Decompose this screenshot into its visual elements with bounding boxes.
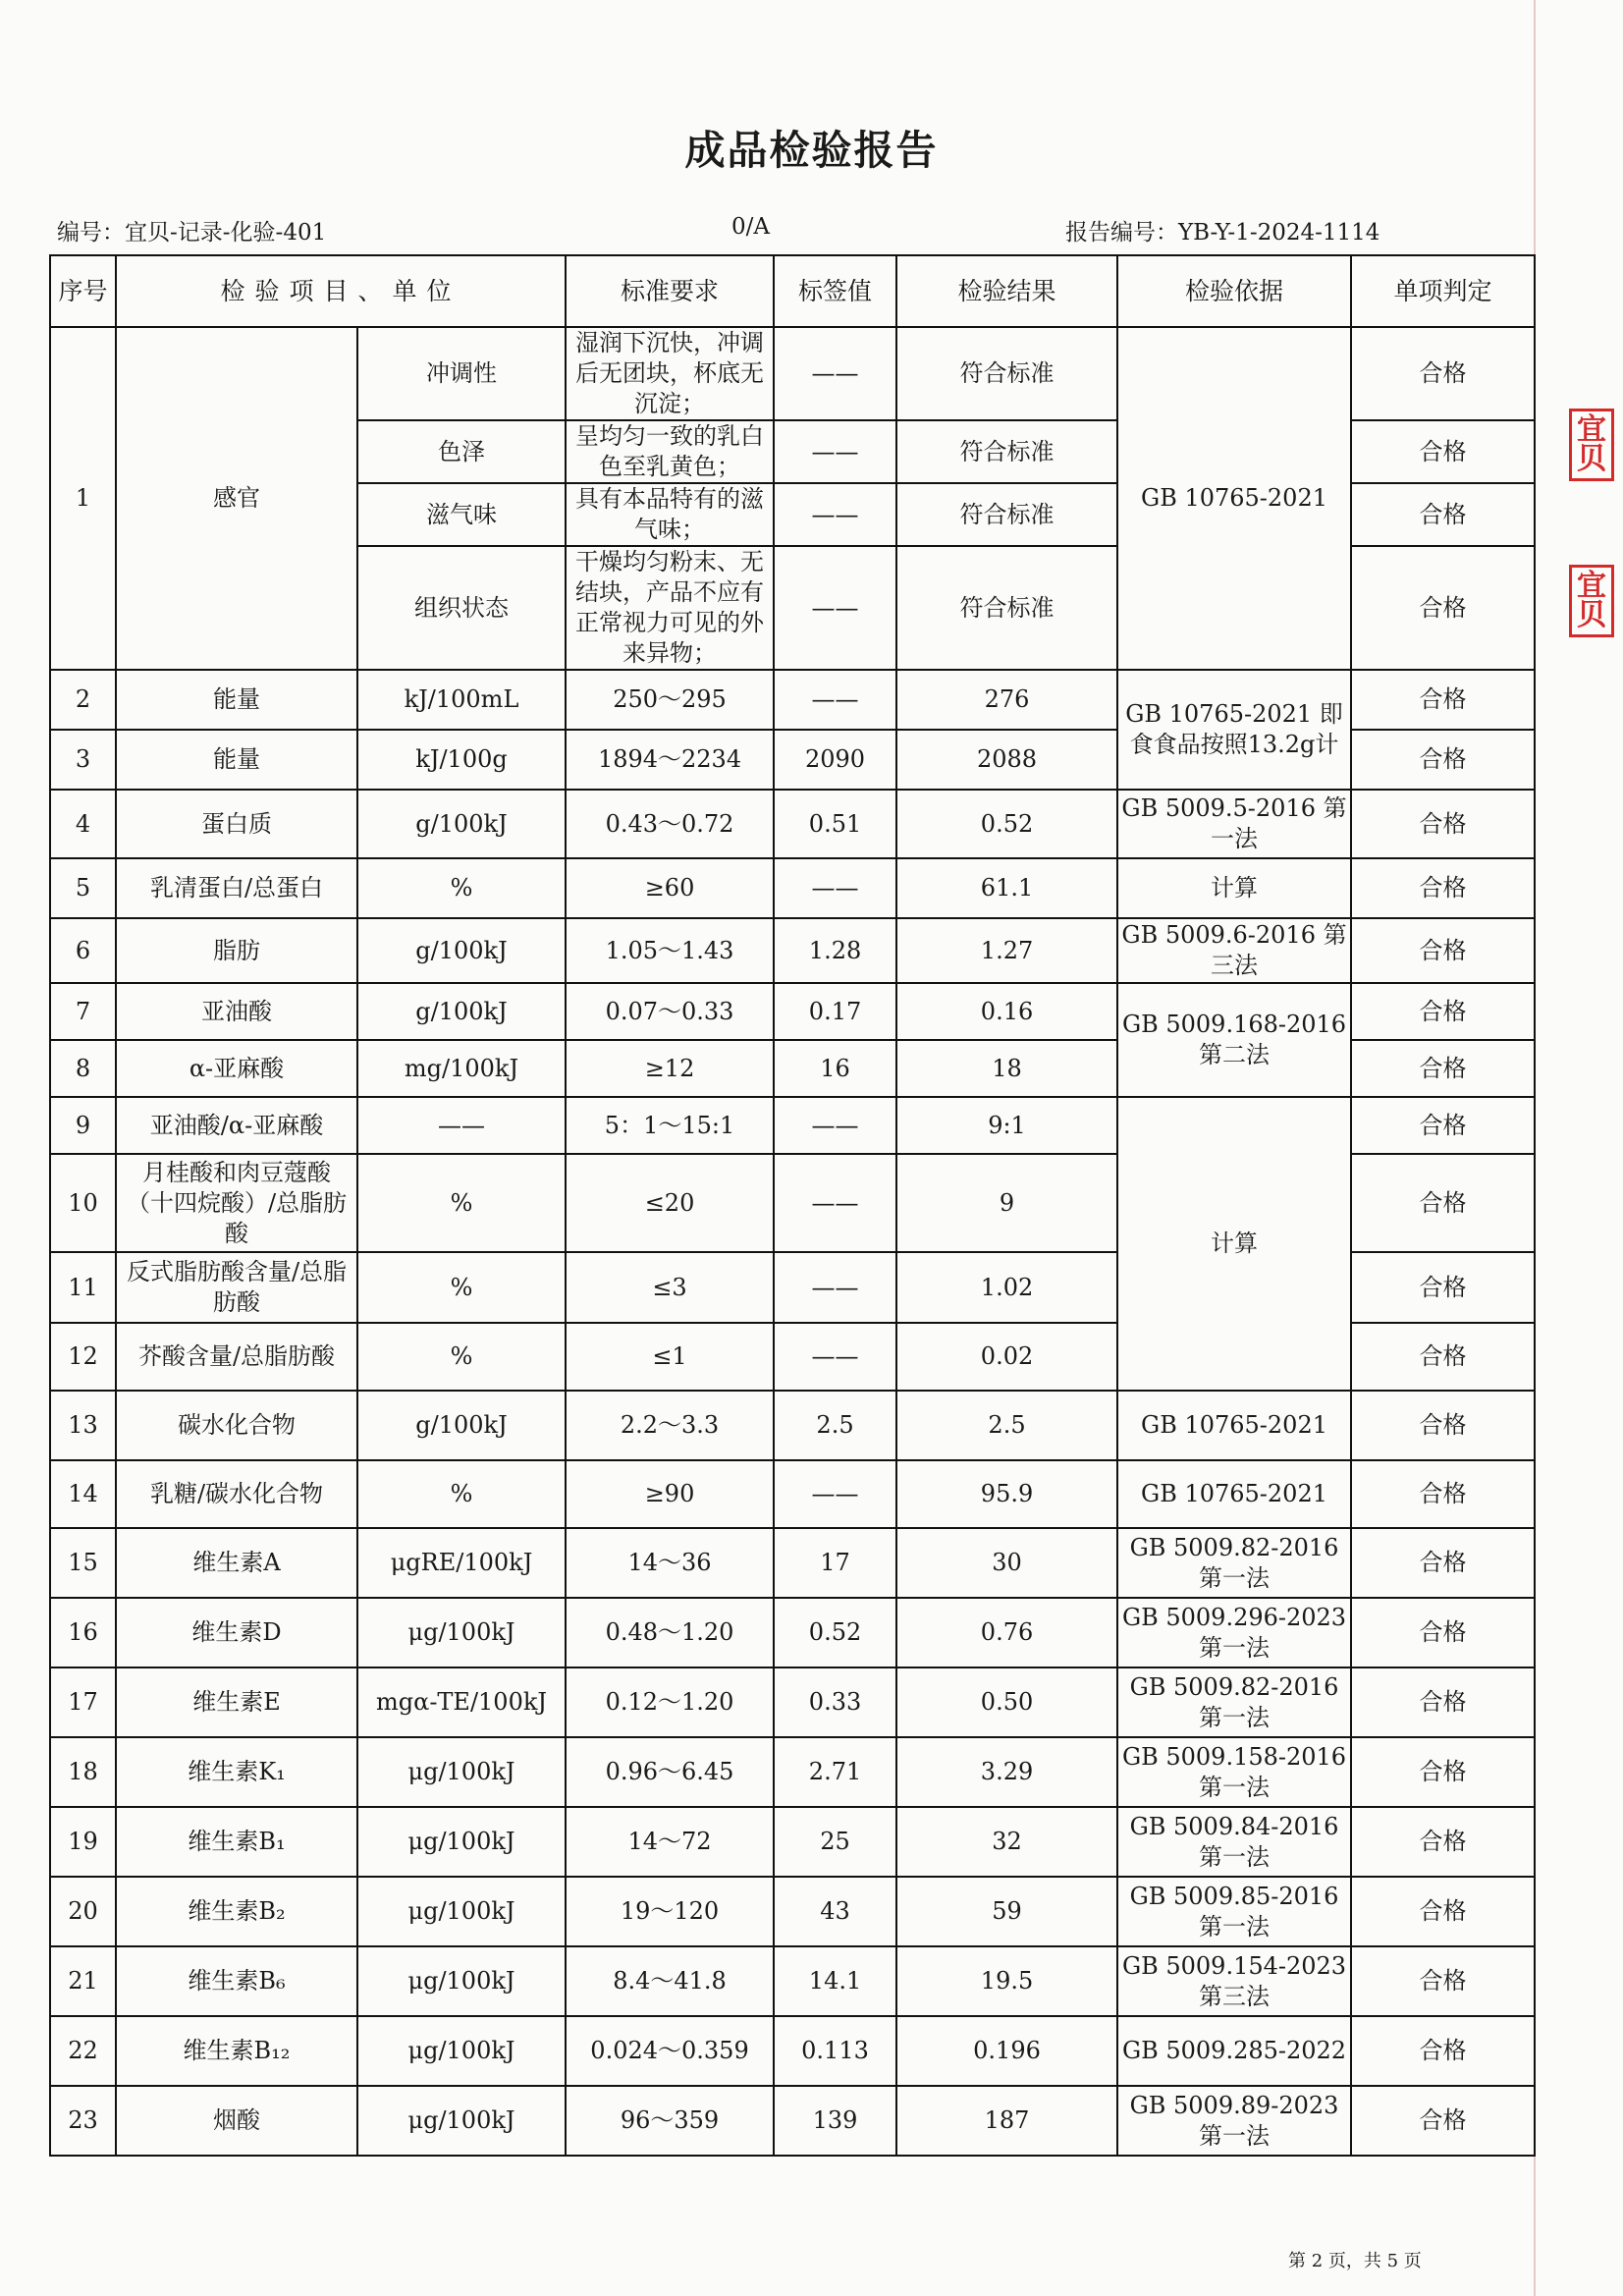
col-header-judgement: 单项判定 [1351, 255, 1535, 327]
row-number: 7 [50, 983, 116, 1040]
label-value: —— [774, 546, 896, 670]
requirement: 0.43～0.72 [566, 790, 774, 858]
judgement: 合格 [1351, 1528, 1535, 1598]
label-value: —— [774, 327, 896, 420]
row-number: 9 [50, 1097, 116, 1154]
judgement: 合格 [1351, 730, 1535, 790]
result: 32 [896, 1807, 1117, 1877]
label-value: 17 [774, 1528, 896, 1598]
row-number: 8 [50, 1040, 116, 1097]
judgement: 合格 [1351, 1460, 1535, 1528]
item-name: 乳清蛋白/总蛋白 [116, 858, 357, 918]
item-name: 维生素E [116, 1667, 357, 1737]
unit: % [357, 1323, 566, 1391]
version: 0/A [731, 214, 770, 240]
requirement: 14～36 [566, 1528, 774, 1598]
table-row [50, 983, 1535, 1040]
requirement: 250～295 [566, 670, 774, 730]
table-row [50, 1391, 1535, 1460]
basis: GB 5009.5-2016 第一法 [1117, 790, 1351, 858]
requirement: 19～120 [566, 1877, 774, 1946]
item-name: 感官 [116, 327, 357, 670]
label-value: 0.52 [774, 1598, 896, 1667]
label-value: 14.1 [774, 1946, 896, 2016]
table-row [50, 1528, 1535, 1598]
judgement: 合格 [1351, 327, 1535, 420]
judgement: 合格 [1351, 1877, 1535, 1946]
row-number: 6 [50, 918, 116, 983]
judgement: 合格 [1351, 790, 1535, 858]
report-number: 报告编号：YB-Y-1-2024-1114 [1065, 220, 1380, 246]
judgement: 合格 [1351, 1598, 1535, 1667]
item-name: 维生素K₁ [116, 1737, 357, 1807]
label-value: —— [774, 1460, 896, 1528]
judgement: 合格 [1351, 1667, 1535, 1737]
row-number: 22 [50, 2016, 116, 2086]
judgement: 合格 [1351, 2016, 1535, 2086]
table-row [50, 1598, 1535, 1667]
result: 9:1 [896, 1097, 1117, 1154]
label-value: —— [774, 1154, 896, 1252]
result: 3.29 [896, 1737, 1117, 1807]
unit: g/100kJ [357, 918, 566, 983]
basis: GB 5009.285-2022 [1117, 2016, 1351, 2086]
row-number: 23 [50, 2086, 116, 2156]
judgement: 合格 [1351, 1040, 1535, 1097]
basis: GB 5009.84-2016 第一法 [1117, 1807, 1351, 1877]
col-header-result: 检验结果 [896, 255, 1117, 327]
label-value: 0.51 [774, 790, 896, 858]
requirement: 0.96～6.45 [566, 1737, 774, 1807]
label-value: 0.33 [774, 1667, 896, 1737]
judgement: 合格 [1351, 2086, 1535, 2156]
judgement: 合格 [1351, 1391, 1535, 1460]
requirement: ≥90 [566, 1460, 774, 1528]
result: 0.76 [896, 1598, 1117, 1667]
row-number: 12 [50, 1323, 116, 1391]
judgement: 合格 [1351, 1807, 1535, 1877]
requirement: 0.024～0.359 [566, 2016, 774, 2086]
row-number: 17 [50, 1667, 116, 1737]
item-name: 碳水化合物 [116, 1391, 357, 1460]
requirement: ≤3 [566, 1252, 774, 1323]
table-row [50, 1460, 1535, 1528]
judgement: 合格 [1351, 918, 1535, 983]
result: 符合标准 [896, 327, 1117, 420]
label-value: —— [774, 1323, 896, 1391]
requirement: 1.05～1.43 [566, 918, 774, 983]
label-value: —— [774, 1097, 896, 1154]
judgement: 合格 [1351, 670, 1535, 730]
row-number: 2 [50, 670, 116, 730]
label-value: —— [774, 670, 896, 730]
result: 0.196 [896, 2016, 1117, 2086]
basis: GB 5009.296-2023 第一法 [1117, 1598, 1351, 1667]
label-value: 2.5 [774, 1391, 896, 1460]
table-row [50, 327, 1535, 420]
seal-stamp: 宜贝 [1569, 565, 1614, 637]
unit: μg/100kJ [357, 1737, 566, 1807]
row-number: 3 [50, 730, 116, 790]
col-header-label-value: 标签值 [774, 255, 896, 327]
unit: mg/100kJ [357, 1040, 566, 1097]
unit: μg/100kJ [357, 1807, 566, 1877]
label-value: 0.113 [774, 2016, 896, 2086]
result: 符合标准 [896, 483, 1117, 546]
item-name: 亚油酸 [116, 983, 357, 1040]
requirement: 5：1～15:1 [566, 1097, 774, 1154]
row-number: 21 [50, 1946, 116, 2016]
result: 0.50 [896, 1667, 1117, 1737]
basis: GB 10765-2021 [1117, 327, 1351, 670]
table-row [50, 1877, 1535, 1946]
basis: GB 10765-2021 [1117, 1391, 1351, 1460]
item-name: 乳糖/碳水化合物 [116, 1460, 357, 1528]
result: 0.16 [896, 983, 1117, 1040]
result: 59 [896, 1877, 1117, 1946]
item-name: 能量 [116, 730, 357, 790]
item-name: 芥酸含量/总脂肪酸 [116, 1323, 357, 1391]
sub-item-name: 冲调性 [357, 327, 566, 420]
result: 2.5 [896, 1391, 1117, 1460]
result: 0.02 [896, 1323, 1117, 1391]
item-name: 维生素D [116, 1598, 357, 1667]
requirement: 8.4～41.8 [566, 1946, 774, 2016]
label-value: 2.71 [774, 1737, 896, 1807]
label-value: 25 [774, 1807, 896, 1877]
unit: % [357, 858, 566, 918]
item-name: 脂肪 [116, 918, 357, 983]
sub-item-name: 色泽 [357, 420, 566, 483]
report-title: 成品检验报告 [684, 127, 939, 174]
label-value: —— [774, 420, 896, 483]
basis: 计算 [1117, 858, 1351, 918]
judgement: 合格 [1351, 1737, 1535, 1807]
row-number: 4 [50, 790, 116, 858]
unit: g/100kJ [357, 983, 566, 1040]
basis: GB 5009.158-2016 第一法 [1117, 1737, 1351, 1807]
requirement: 湿润下沉快，冲调后无团块，杯底无沉淀； [566, 327, 774, 420]
item-name: 亚油酸/α-亚麻酸 [116, 1097, 357, 1154]
unit: μg/100kJ [357, 2086, 566, 2156]
item-name: α-亚麻酸 [116, 1040, 357, 1097]
label-value: 16 [774, 1040, 896, 1097]
label-value: —— [774, 1252, 896, 1323]
judgement: 合格 [1351, 1097, 1535, 1154]
basis: GB 5009.6-2016 第三法 [1117, 918, 1351, 983]
unit: kJ/100mL [357, 670, 566, 730]
row-number: 14 [50, 1460, 116, 1528]
item-name: 能量 [116, 670, 357, 730]
basis: GB 5009.82-2016 第一法 [1117, 1528, 1351, 1598]
requirement: 0.12～1.20 [566, 1667, 774, 1737]
result: 30 [896, 1528, 1117, 1598]
table-row [50, 918, 1535, 983]
sub-item-name: 滋气味 [357, 483, 566, 546]
label-value: 43 [774, 1877, 896, 1946]
item-name: 月桂酸和肉豆蔻酸（十四烷酸）/总脂肪酸 [116, 1154, 357, 1252]
row-number: 11 [50, 1252, 116, 1323]
item-name: 蛋白质 [116, 790, 357, 858]
judgement: 合格 [1351, 858, 1535, 918]
sub-item-name: 组织状态 [357, 546, 566, 670]
requirement: 96～359 [566, 2086, 774, 2156]
table-row [50, 858, 1535, 918]
requirement: 1894～2234 [566, 730, 774, 790]
item-name: 维生素B₁ [116, 1807, 357, 1877]
unit: μg/100kJ [357, 1598, 566, 1667]
basis: GB 5009.82-2016 第一法 [1117, 1667, 1351, 1737]
judgement: 合格 [1351, 983, 1535, 1040]
result: 1.27 [896, 918, 1117, 983]
basis: GB 10765-2021 [1117, 1460, 1351, 1528]
requirement: 0.07～0.33 [566, 983, 774, 1040]
unit: μgRE/100kJ [357, 1528, 566, 1598]
result: 1.02 [896, 1252, 1117, 1323]
result: 9 [896, 1154, 1117, 1252]
table-row [50, 2016, 1535, 2086]
label-value: 1.28 [774, 918, 896, 983]
requirement: ≥12 [566, 1040, 774, 1097]
row-number: 19 [50, 1807, 116, 1877]
unit: μg/100kJ [357, 2016, 566, 2086]
requirement: ≤1 [566, 1323, 774, 1391]
label-value: 2090 [774, 730, 896, 790]
unit: % [357, 1460, 566, 1528]
judgement: 合格 [1351, 420, 1535, 483]
item-name: 维生素B₆ [116, 1946, 357, 2016]
requirement: 14～72 [566, 1807, 774, 1877]
unit: kJ/100g [357, 730, 566, 790]
basis: GB 5009.85-2016 第一法 [1117, 1877, 1351, 1946]
judgement: 合格 [1351, 1252, 1535, 1323]
row-number: 20 [50, 1877, 116, 1946]
label-value: —— [774, 858, 896, 918]
unit: % [357, 1252, 566, 1323]
table-row [50, 1807, 1535, 1877]
inspection-table [49, 254, 1536, 2157]
row-number: 5 [50, 858, 116, 918]
requirement: 0.48～1.20 [566, 1598, 774, 1667]
row-number: 16 [50, 1598, 116, 1667]
col-header-requirement: 标准要求 [566, 255, 774, 327]
requirement: ≥60 [566, 858, 774, 918]
basis: GB 5009.89-2023 第一法 [1117, 2086, 1351, 2156]
requirement: 干燥均匀粉末、无结块，产品不应有正常视力可见的外来异物； [566, 546, 774, 670]
label-value: 0.17 [774, 983, 896, 1040]
result: 符合标准 [896, 420, 1117, 483]
item-name: 反式脂肪酸含量/总脂肪酸 [116, 1252, 357, 1323]
result: 61.1 [896, 858, 1117, 918]
requirement: 具有本品特有的滋气味； [566, 483, 774, 546]
label-value: —— [774, 483, 896, 546]
table-row [50, 790, 1535, 858]
unit: g/100kJ [357, 1391, 566, 1460]
table-row [50, 2086, 1535, 2156]
basis: 计算 [1117, 1097, 1351, 1391]
unit: μg/100kJ [357, 1877, 566, 1946]
result: 18 [896, 1040, 1117, 1097]
requirement: 呈均匀一致的乳白色至乳黄色； [566, 420, 774, 483]
result: 符合标准 [896, 546, 1117, 670]
seal-stamp: 宜贝 [1569, 409, 1614, 481]
table-row [50, 1667, 1535, 1737]
table-row [50, 1737, 1535, 1807]
judgement: 合格 [1351, 1154, 1535, 1252]
item-name: 维生素A [116, 1528, 357, 1598]
unit: mgα-TE/100kJ [357, 1667, 566, 1737]
judgement: 合格 [1351, 1323, 1535, 1391]
result: 2088 [896, 730, 1117, 790]
row-number: 1 [50, 327, 116, 670]
item-name: 维生素B₁₂ [116, 2016, 357, 2086]
unit: % [357, 1154, 566, 1252]
result: 276 [896, 670, 1117, 730]
unit: g/100kJ [357, 790, 566, 858]
record-number: 编号：宜贝-记录-化验-401 [57, 220, 327, 246]
table-row [50, 1097, 1535, 1154]
item-name: 维生素B₂ [116, 1877, 357, 1946]
row-number: 13 [50, 1391, 116, 1460]
table-row [50, 1946, 1535, 2016]
judgement: 合格 [1351, 1946, 1535, 2016]
header-row [50, 255, 1535, 327]
judgement: 合格 [1351, 546, 1535, 670]
col-header-item: 检验项目、单位 [116, 255, 566, 327]
row-number: 15 [50, 1528, 116, 1598]
col-header-basis: 检验依据 [1117, 255, 1351, 327]
label-value: 139 [774, 2086, 896, 2156]
requirement: ≤20 [566, 1154, 774, 1252]
basis: GB 5009.168-2016 第二法 [1117, 983, 1351, 1097]
row-number: 10 [50, 1154, 116, 1252]
table-row [50, 670, 1535, 730]
item-name: 烟酸 [116, 2086, 357, 2156]
result: 0.52 [896, 790, 1117, 858]
result: 19.5 [896, 1946, 1117, 2016]
judgement: 合格 [1351, 483, 1535, 546]
result: 95.9 [896, 1460, 1117, 1528]
result: 187 [896, 2086, 1117, 2156]
page-number: 第 2 页，共 5 页 [1288, 2251, 1422, 2271]
unit: μg/100kJ [357, 1946, 566, 2016]
basis: GB 10765-2021 即食食品按照13.2g计 [1117, 670, 1351, 790]
col-header-no: 序号 [50, 255, 116, 327]
unit: —— [357, 1097, 566, 1154]
basis: GB 5009.154-2023 第三法 [1117, 1946, 1351, 2016]
row-number: 18 [50, 1737, 116, 1807]
requirement: 2.2～3.3 [566, 1391, 774, 1460]
